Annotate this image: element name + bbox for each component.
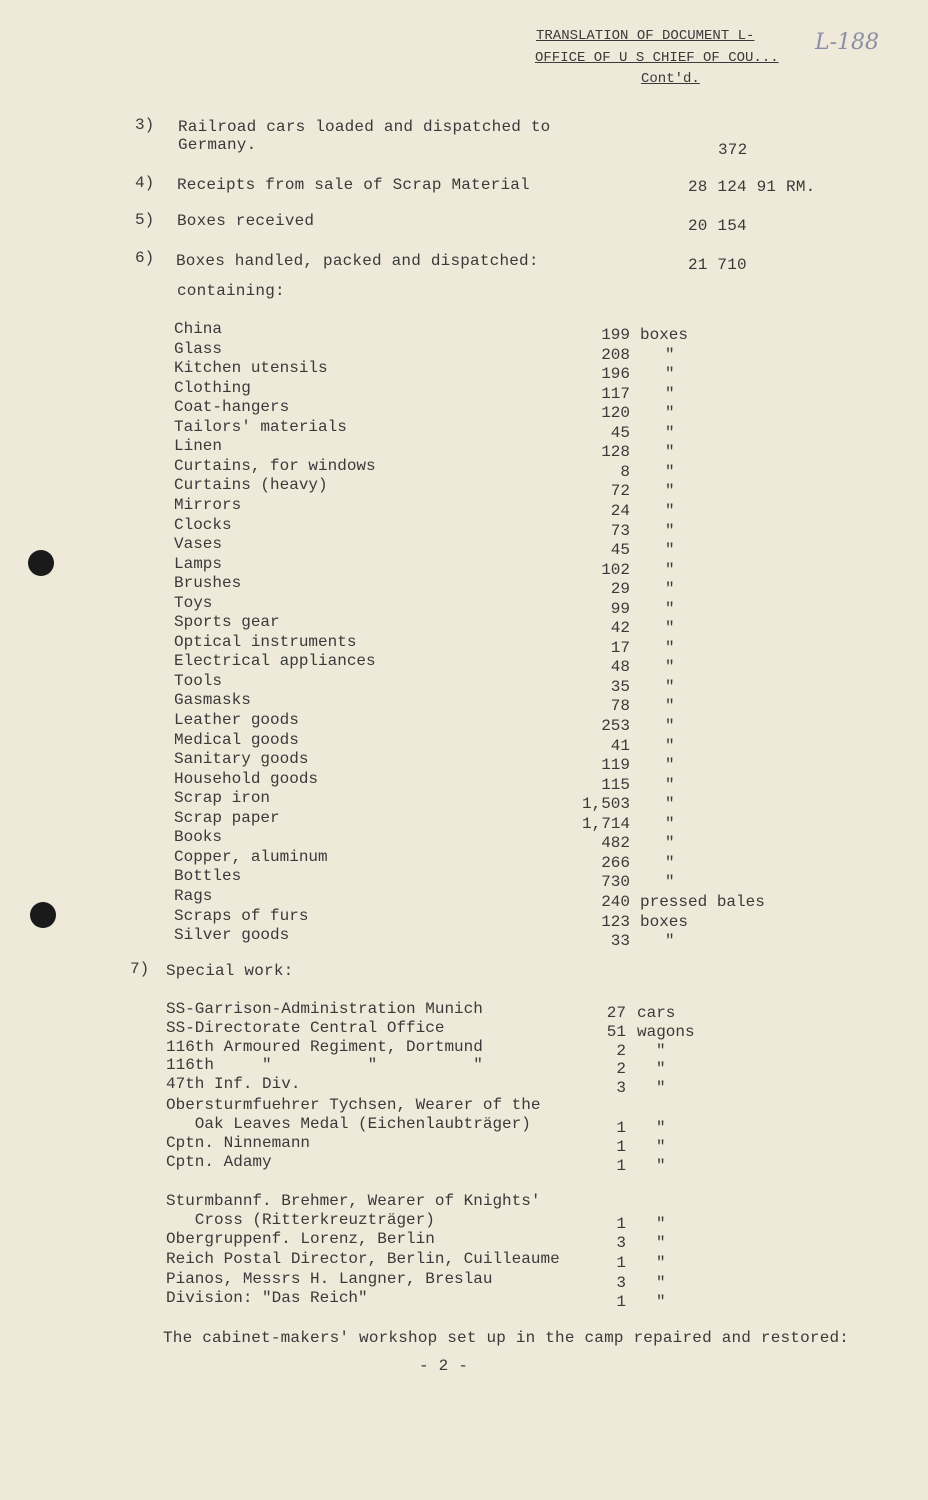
box-item-quantity: 117	[601, 384, 630, 403]
section-6-containing: containing:	[177, 282, 285, 300]
box-item-unit: "	[665, 756, 675, 775]
special-work-item: Pianos, Messrs H. Langner, Breslau	[166, 1270, 493, 1288]
box-item-quantity: 45	[610, 423, 630, 442]
box-item-quantity: 45	[610, 541, 630, 560]
handwritten-reference: L-188	[815, 30, 880, 55]
box-item-name: Household goods	[174, 769, 319, 788]
special-work-unit: "	[656, 1157, 666, 1175]
box-item-quantity: 72	[610, 482, 630, 501]
special-work-unit: "	[656, 1293, 666, 1311]
box-item-name: Scrap iron	[174, 789, 271, 808]
box-item-name: Curtains, for windows	[174, 456, 376, 475]
box-item-name: Leather goods	[174, 711, 299, 729]
special-work-quantity: 51	[606, 1023, 626, 1041]
special-work-quantity: 1	[616, 1119, 626, 1137]
box-item-quantity: 102	[601, 560, 630, 579]
special-work-item: 116th " " "	[166, 1056, 483, 1074]
box-item-unit: "	[665, 853, 675, 872]
box-item-name: Curtains (heavy)	[174, 476, 328, 495]
box-item-quantity: 266	[601, 853, 630, 872]
special-work-unit: cars	[637, 1004, 676, 1022]
section-3-text-cont: Germany.	[178, 136, 257, 154]
special-work-item: 116th Armoured Regiment, Dortmund	[166, 1038, 483, 1056]
special-work-unit: "	[656, 1234, 666, 1252]
box-item-quantity: 196	[601, 365, 630, 384]
box-item-quantity: 120	[601, 404, 630, 423]
box-item-name: Coat-hangers	[174, 398, 290, 417]
box-item-quantity: 8	[620, 462, 630, 481]
box-item-name: Books	[174, 828, 223, 847]
section-5-number: 5)	[135, 211, 155, 229]
box-item-unit: "	[665, 677, 675, 696]
box-item-unit: "	[665, 736, 675, 755]
box-item-name: Sanitary goods	[174, 750, 309, 769]
special-work-quantity: 2	[616, 1042, 626, 1060]
special-work-item: Cross (Ritterkreuzträger)	[166, 1211, 435, 1229]
box-item-name: Linen	[174, 437, 223, 456]
section-5-value: 20 154	[688, 217, 747, 235]
section-7-number: 7)	[130, 960, 150, 978]
box-item-unit: "	[665, 697, 675, 716]
box-item-quantity: 1,714	[581, 814, 630, 833]
special-work-quantity: 3	[616, 1079, 626, 1097]
page-number: - 2 -	[419, 1357, 469, 1375]
box-item-quantity: 78	[610, 697, 630, 716]
special-work-item: SS-Garrison-Administration Munich	[166, 1000, 483, 1018]
box-item-name: Tailors' materials	[174, 417, 347, 436]
box-item-name: Lamps	[174, 554, 223, 573]
special-work-quantity: 3	[616, 1274, 626, 1292]
box-item-name: Vases	[174, 535, 223, 554]
box-item-unit: "	[665, 599, 675, 618]
closing-sentence: The cabinet-makers' workshop set up in the camp repaired and restored:	[163, 1329, 850, 1347]
box-item-name: Bottles	[174, 867, 242, 886]
box-item-name: Rags	[174, 886, 213, 905]
box-item-quantity: 730	[601, 873, 630, 892]
box-item-unit: "	[665, 345, 675, 364]
box-item-quantity: 73	[610, 521, 630, 540]
box-item-unit: "	[665, 775, 675, 794]
box-item-unit: "	[665, 580, 675, 599]
box-item-quantity: 1,503	[581, 795, 630, 814]
special-work-quantity: 27	[606, 1004, 626, 1022]
box-item-quantity: 99	[610, 599, 630, 618]
section-6-value: 21 710	[688, 256, 747, 274]
box-item-unit: "	[665, 834, 675, 853]
special-work-item: Obersturmfuehrer Tychsen, Wearer of the	[166, 1096, 541, 1114]
section-3-text: Railroad cars loaded and dispatched to	[178, 118, 551, 136]
section-7-text: Special work:	[166, 962, 294, 980]
box-item-unit: "	[665, 521, 675, 540]
box-item-quantity: 253	[601, 717, 630, 735]
box-item-quantity: 128	[601, 443, 630, 462]
box-item-unit: "	[665, 932, 675, 951]
box-item-unit: "	[665, 423, 675, 442]
section-6-text: Boxes handled, packed and dispatched:	[176, 252, 539, 270]
section-5-text: Boxes received	[177, 212, 315, 230]
box-item-name: China	[174, 320, 223, 338]
special-work-quantity: 1	[616, 1138, 626, 1156]
box-item-quantity: 208	[601, 345, 630, 364]
section-3-value: 372	[718, 141, 748, 159]
special-work-quantity: 2	[616, 1060, 626, 1078]
box-item-name: Gasmasks	[174, 691, 251, 710]
special-work-item: Sturmbannf. Brehmer, Wearer of Knights'	[166, 1192, 541, 1210]
box-item-unit: boxes	[640, 912, 689, 931]
section-4-number: 4)	[135, 174, 155, 192]
special-work-item: Obergruppenf. Lorenz, Berlin	[166, 1230, 435, 1248]
box-item-unit: "	[665, 795, 675, 814]
box-item-name: Copper, aluminum	[174, 847, 328, 866]
special-work-item: 47th Inf. Div.	[166, 1075, 301, 1093]
special-work-unit: "	[656, 1042, 666, 1060]
box-item-quantity: 24	[610, 501, 630, 520]
box-item-unit: "	[665, 462, 675, 481]
section-4-text: Receipts from sale of Scrap Material	[177, 176, 530, 194]
special-work-unit: "	[656, 1215, 666, 1233]
box-item-name: Glass	[174, 339, 223, 358]
box-item-unit: "	[665, 814, 675, 833]
box-item-name: Tools	[174, 671, 223, 690]
box-item-quantity: 199	[601, 326, 630, 344]
box-item-name: Medical goods	[174, 730, 299, 749]
box-item-name: Scrap paper	[174, 808, 280, 827]
box-item-name: Kitchen utensils	[174, 359, 328, 378]
special-work-unit: "	[656, 1119, 666, 1137]
header-contd: Cont'd.	[641, 71, 700, 87]
box-item-name: Clothing	[174, 378, 251, 397]
special-work-unit: "	[656, 1274, 666, 1292]
box-item-quantity: 119	[601, 756, 630, 775]
special-work-item: Oak Leaves Medal (Eichenlaubträger)	[166, 1115, 531, 1133]
special-work-item: Division: "Das Reich"	[166, 1289, 368, 1307]
special-work-quantity: 1	[616, 1215, 626, 1233]
box-item-quantity: 240	[601, 892, 630, 911]
box-item-unit: "	[665, 873, 675, 892]
box-item-quantity: 115	[601, 775, 630, 794]
box-item-quantity: 29	[610, 580, 630, 599]
special-work-item: Reich Postal Director, Berlin, Cuilleaume	[166, 1250, 560, 1268]
special-work-unit: wagons	[637, 1023, 695, 1041]
special-work-unit: "	[656, 1138, 666, 1156]
box-item-quantity: 35	[610, 677, 630, 696]
section-3-number: 3)	[135, 116, 155, 134]
special-work-unit: "	[656, 1254, 666, 1272]
box-item-name: Brushes	[174, 574, 242, 593]
box-item-name: Silver goods	[174, 926, 290, 945]
header-translation-line: TRANSLATION OF DOCUMENT L-	[536, 28, 755, 44]
box-item-unit: "	[665, 560, 675, 579]
special-work-quantity: 1	[616, 1293, 626, 1311]
box-item-quantity: 42	[610, 619, 630, 638]
section-6-number: 6)	[135, 249, 155, 267]
special-work-quantity: 3	[616, 1234, 626, 1252]
box-item-unit: "	[665, 482, 675, 501]
header-office-line: OFFICE OF U S CHIEF OF COU...	[535, 50, 779, 66]
box-item-unit: pressed bales	[640, 892, 765, 911]
special-work-quantity: 1	[616, 1254, 626, 1272]
box-item-quantity: 123	[601, 912, 630, 931]
box-item-name: Sports gear	[174, 613, 280, 632]
special-work-item: SS-Directorate Central Office	[166, 1019, 445, 1037]
box-item-name: Electrical appliances	[174, 652, 376, 671]
box-item-quantity: 33	[610, 932, 630, 951]
box-item-unit: "	[665, 501, 675, 520]
box-item-name: Optical instruments	[174, 632, 357, 651]
box-item-name: Scraps of furs	[174, 906, 309, 925]
box-item-unit: "	[665, 717, 675, 735]
box-item-quantity: 17	[610, 638, 630, 657]
box-item-unit: "	[665, 638, 675, 657]
box-item-unit: "	[665, 443, 675, 462]
box-item-name: Toys	[174, 593, 213, 612]
box-item-name: Clocks	[174, 515, 232, 534]
box-item-unit: "	[665, 619, 675, 638]
box-item-unit: "	[665, 404, 675, 423]
box-item-unit: "	[665, 365, 675, 384]
box-item-quantity: 482	[601, 834, 630, 853]
box-item-quantity: 41	[610, 736, 630, 755]
special-work-quantity: 1	[616, 1157, 626, 1175]
box-item-unit: "	[665, 384, 675, 403]
special-work-unit: "	[656, 1060, 666, 1078]
box-item-unit: "	[665, 541, 675, 560]
box-item-unit: "	[665, 658, 675, 677]
section-4-value: 28 124 91 RM.	[688, 178, 816, 196]
special-work-item: Cptn. Ninnemann	[166, 1134, 311, 1152]
special-work-item: Cptn. Adamy	[166, 1153, 272, 1171]
box-item-unit: boxes	[640, 326, 689, 344]
special-work-unit: "	[656, 1079, 666, 1097]
box-item-quantity: 48	[610, 658, 630, 677]
box-item-name: Mirrors	[174, 495, 242, 514]
